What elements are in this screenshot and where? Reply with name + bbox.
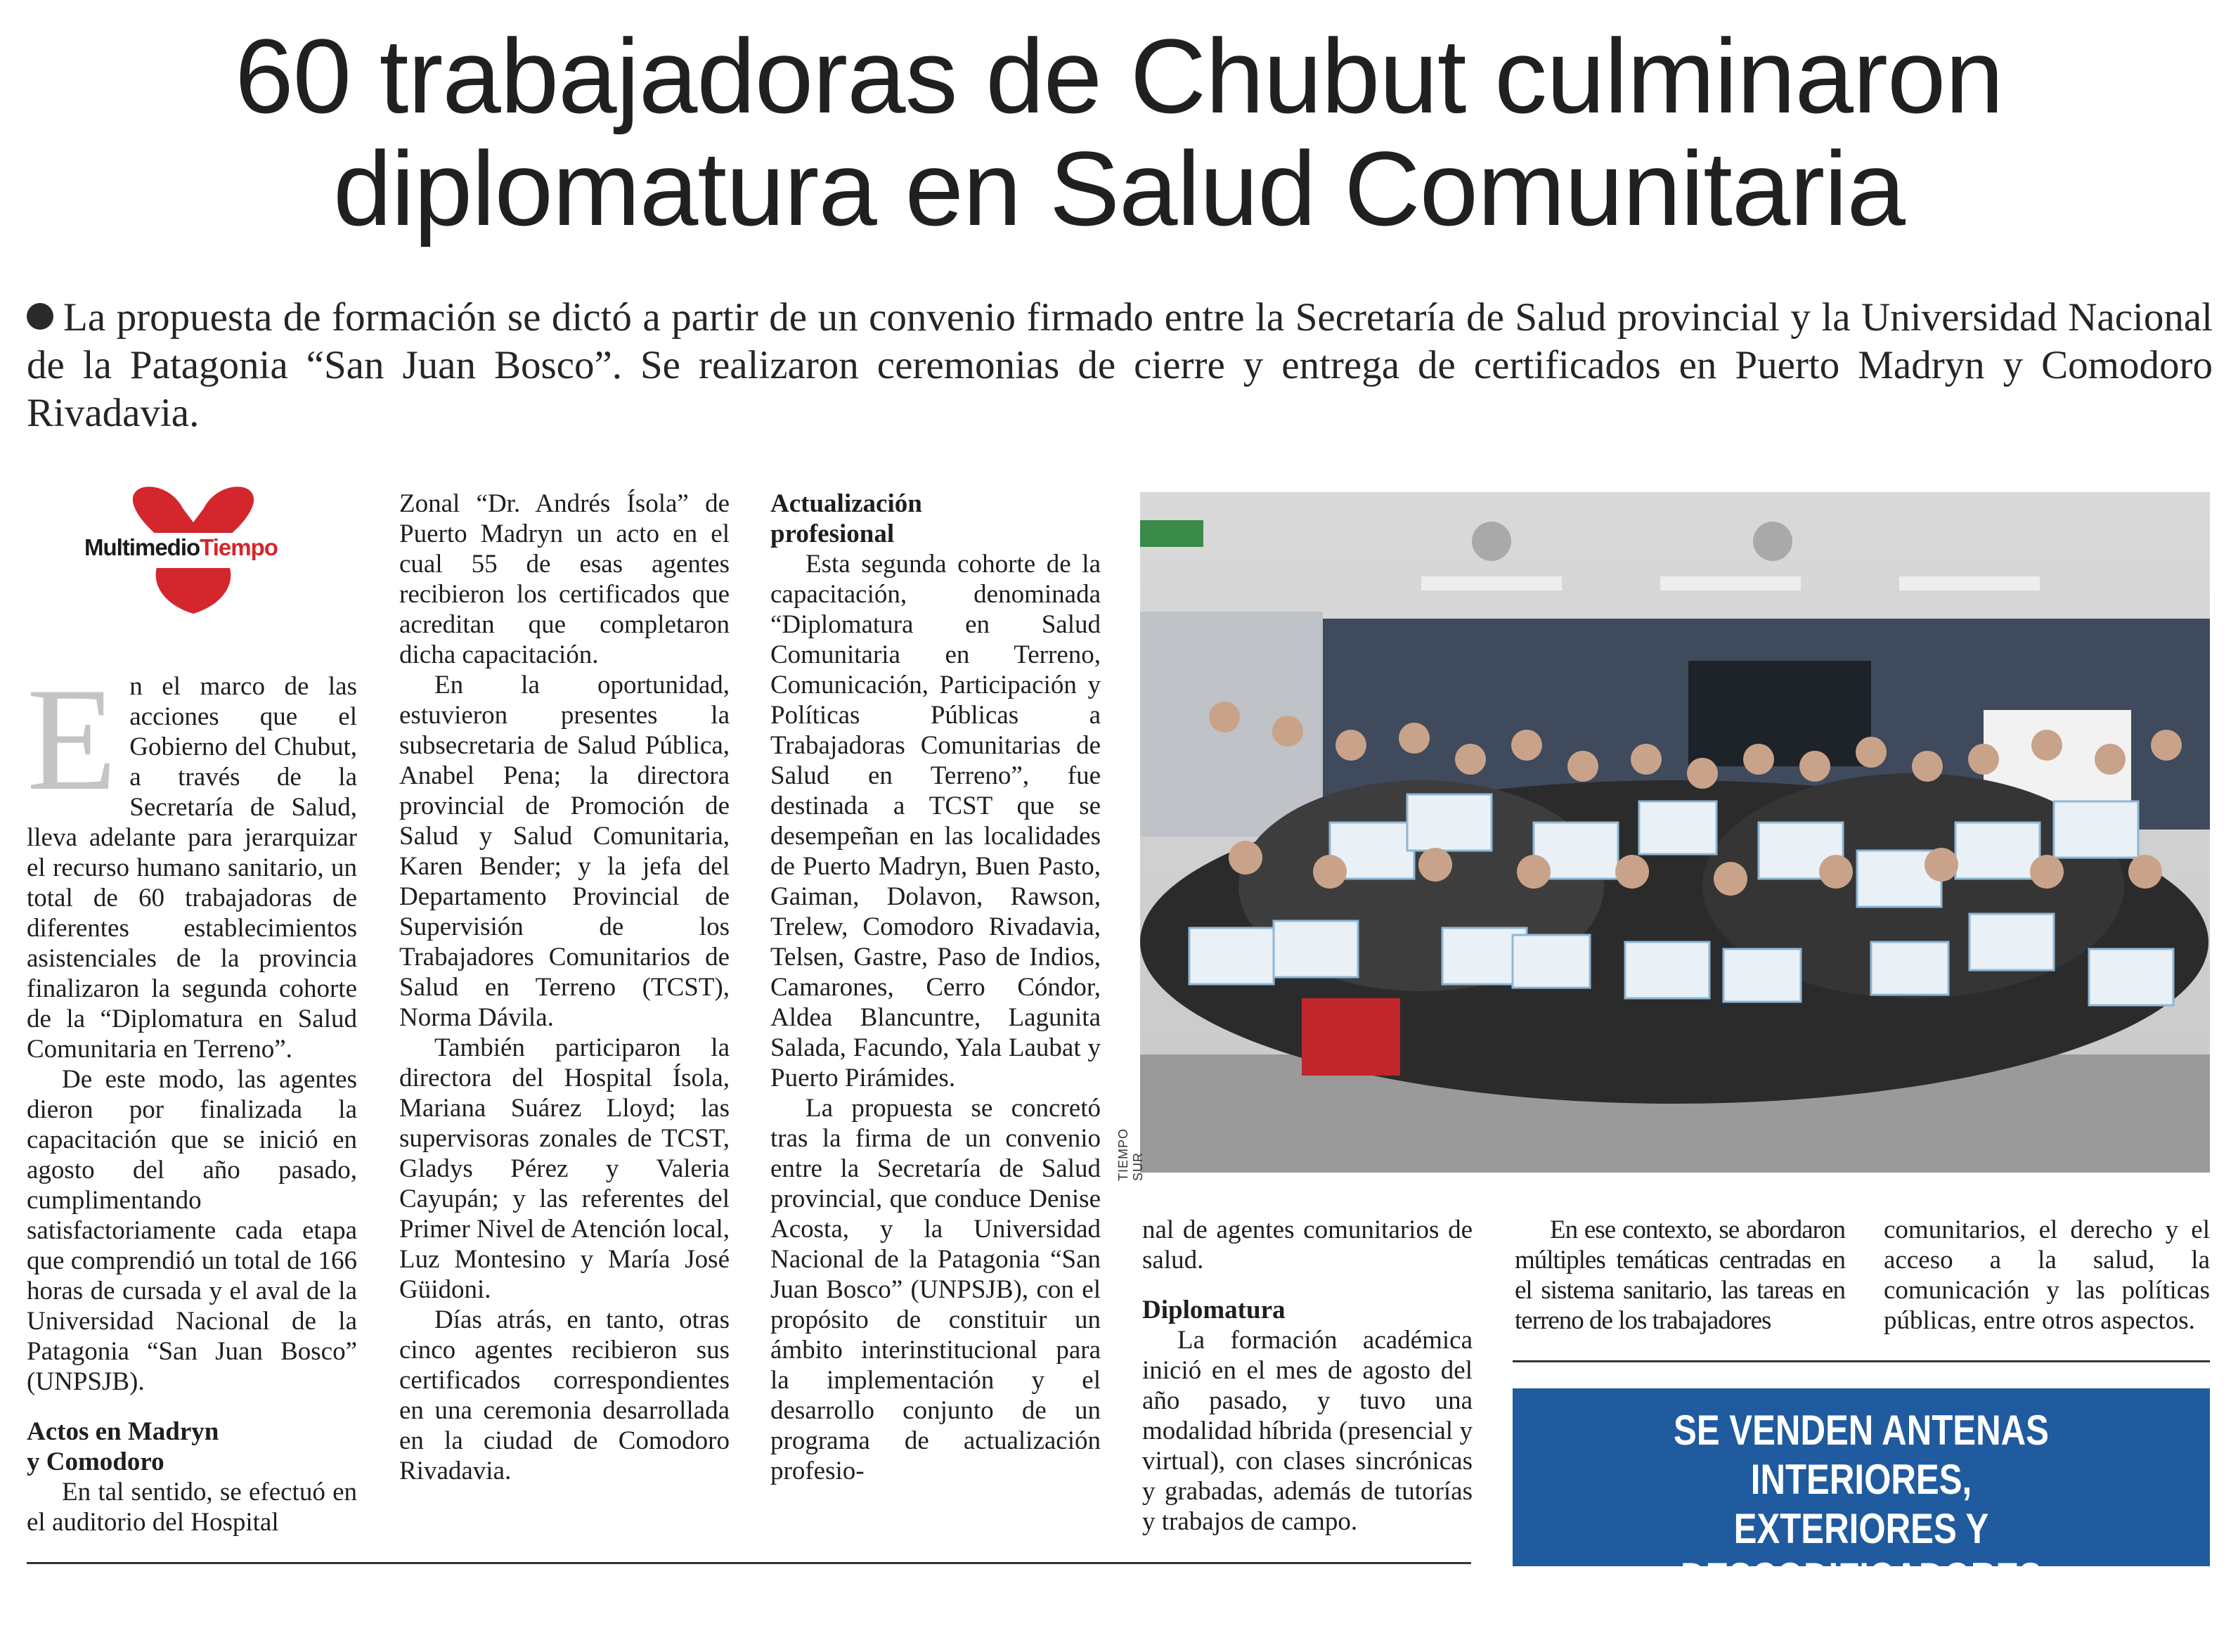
tv-antenna-advertisement <box>1513 1388 2210 1651</box>
section-heading-line-2: profesional <box>770 520 895 548</box>
paragraph: nal de agentes comunitarios de salud. <box>1142 1215 1473 1275</box>
article-column-5 <box>1515 1215 1845 1336</box>
paragraph: De este modo, las agentes dieron por finalizada la capacitación que se inició en agosto del año pasado, cumplimentando satisfactoriamente cada etapa que comprendió un total de 166 horas de cursada y el aval de la Universidad Nacional de la Patagonia “San Juan Bosco” (UNPSJB). <box>27 1065 357 1396</box>
paragraph: comunitarios, el derecho y el acceso a la salud, la comunicación y las políticas públicas, entre otros aspectos. <box>1884 1215 2210 1335</box>
paragraph <box>27 658 357 1064</box>
logo-text <box>84 534 278 561</box>
paragraph-text: n el marco de las acciones que el Gobierno del Chubut, a través de la Secretaría de Salud, lleva adelante para jerarquizar el recurso humano sanitario, un total de 60 trabajadoras de diferentes establecimientos asistenciales de la provincia finalizaron la segunda cohorte de la “Diplomatura en Salud Comunitaria en Terreno”. <box>27 672 357 1064</box>
photo-credit: TIEMPO SUR <box>1116 1128 1145 1181</box>
paragraph: En tal sentido, se efectuó en el auditorio del Hospital <box>27 1478 357 1537</box>
paragraph: La formación académica inició en el mes de agosto del año pasado, y tuvo una modalidad híbrida (presencial y virtual), con clases sincrónicas y grabadas, además de tutorías y trabajos de campo. <box>1142 1326 1473 1536</box>
paragraph: También participaron la directora del Hospital Ísola, Mariana Suárez Lloyd; las supervisoras zonales de TCST, Gladys Pérez y Valeria Cayupán; y las referentes del Primer Nivel de Atención local, Luz Montesino y María José Güidoni. <box>399 1033 730 1304</box>
headline-line-1: 60 trabajadoras de Chubut culminaron <box>235 17 2003 135</box>
article-column-6 <box>1884 1215 2210 1336</box>
section-heading-line-2: y Comodoro <box>27 1447 164 1476</box>
subheadline-text: La propuesta de formación se dictó a partir de un convenio firmado entre la Secretaría de Salud provincial y la Universidad Nacional de la Patagonia “San Juan Bosco”. Se realizaron ceremonias de cierre y entrega de certificados en Puerto Madryn y Comodoro Rivadavia. <box>27 295 2213 435</box>
paragraph: Zonal “Dr. Andrés Ísola” de Puerto Madryn un acto en el cual 55 de esas agentes recibieron los certificados que acreditan que completaron dicha capacitación. <box>399 489 730 669</box>
bullet-icon <box>27 303 53 330</box>
section-heading-line-1: Actualización <box>770 489 922 518</box>
section-heading-actualizacion <box>770 489 1101 549</box>
paragraph: En ese contexto, se abordaron múltiples temáticas centradas en el sistema sanitario, las tareas en terreno de los trabajadores <box>1515 1215 1845 1335</box>
headline-line-2: diplomatura en Salud Comunitaria <box>333 129 1905 247</box>
ad-line-3: PARA VER TV DIGITAL <box>1674 1603 2049 1651</box>
article-column-3 <box>770 489 1101 1486</box>
group-photo-image <box>1140 492 2210 1173</box>
article-column-1 <box>27 658 357 1537</box>
section-heading-actos <box>27 1417 357 1477</box>
multimedio-tiempo-logo <box>77 484 309 617</box>
paragraph: Esta segunda cohorte de la capacitación, denominada “Diplomatura en Salud Comunitaria en Terreno, Comunicación, Participación y Políticas Públicas a Trabajadoras Comunitarias de Salud en Terreno”, fue destinada a TCST que se desempeñan en las localidades de Puerto Madryn, Buen Pasto, Gaiman, Dolavon, Rawson, Trelew, Comodoro Rivadavia, Telsen, Gastre, Paso de Indios, Camarones, Cerro Cóndor, Aldea Blancuntre, Lagunita Salada, Facundo, Yala Laubat y Puerto Pirámides. <box>770 550 1101 1092</box>
drop-cap: E <box>27 658 117 821</box>
paragraph: En la oportunidad, estuvieron presentes la subsecretaria de Salud Pública, Anabel Pena; la directora provincial de Promoción de Salud y Salud Comunitaria, Karen Bender; y la jefa del Departamento Provincial de Supervisión de los Trabajadores Comunitarios de Salud en Terreno (TCST), Norma Dávila. <box>399 671 730 1032</box>
logo-text-multimedio: Multimedio <box>84 534 200 560</box>
section-heading-line-1: Actos en Madryn <box>27 1417 219 1446</box>
divider <box>27 1562 1471 1564</box>
headline <box>0 17 2238 247</box>
paragraph: La propuesta se concretó tras la firma de un convenio entre la Secretaría de Salud provincial, que conduce Denise Acosta, y la Universidad Nacional de la Patagonia “San Juan Bosco” (UNPSJB), con el propósito de constituir un ámbito interinstitucional para la implementación y el desarrollo conjunto de un programa de actualización profesio- <box>770 1094 1101 1485</box>
ad-line-1: SE VENDEN ANTENAS INTERIORES, <box>1674 1407 2049 1503</box>
paragraph: Días atrás, en tanto, otras cinco agentes recibieron sus certificados correspondientes en una ceremonia desarrollada en la ciudad de Comodoro Rivadavia. <box>399 1305 730 1485</box>
article-column-4 <box>1142 1215 1473 1537</box>
logo-text-tiempo: Tiempo <box>200 534 278 560</box>
group-photo <box>1140 492 2210 1173</box>
subheadline <box>27 294 2213 437</box>
ad-line-2: EXTERIORES Y DESCODIFICADORES <box>1681 1505 2042 1601</box>
article-column-2 <box>399 489 730 1486</box>
section-heading-diplomatura: Diplomatura <box>1142 1296 1286 1324</box>
divider <box>1513 1360 2210 1362</box>
